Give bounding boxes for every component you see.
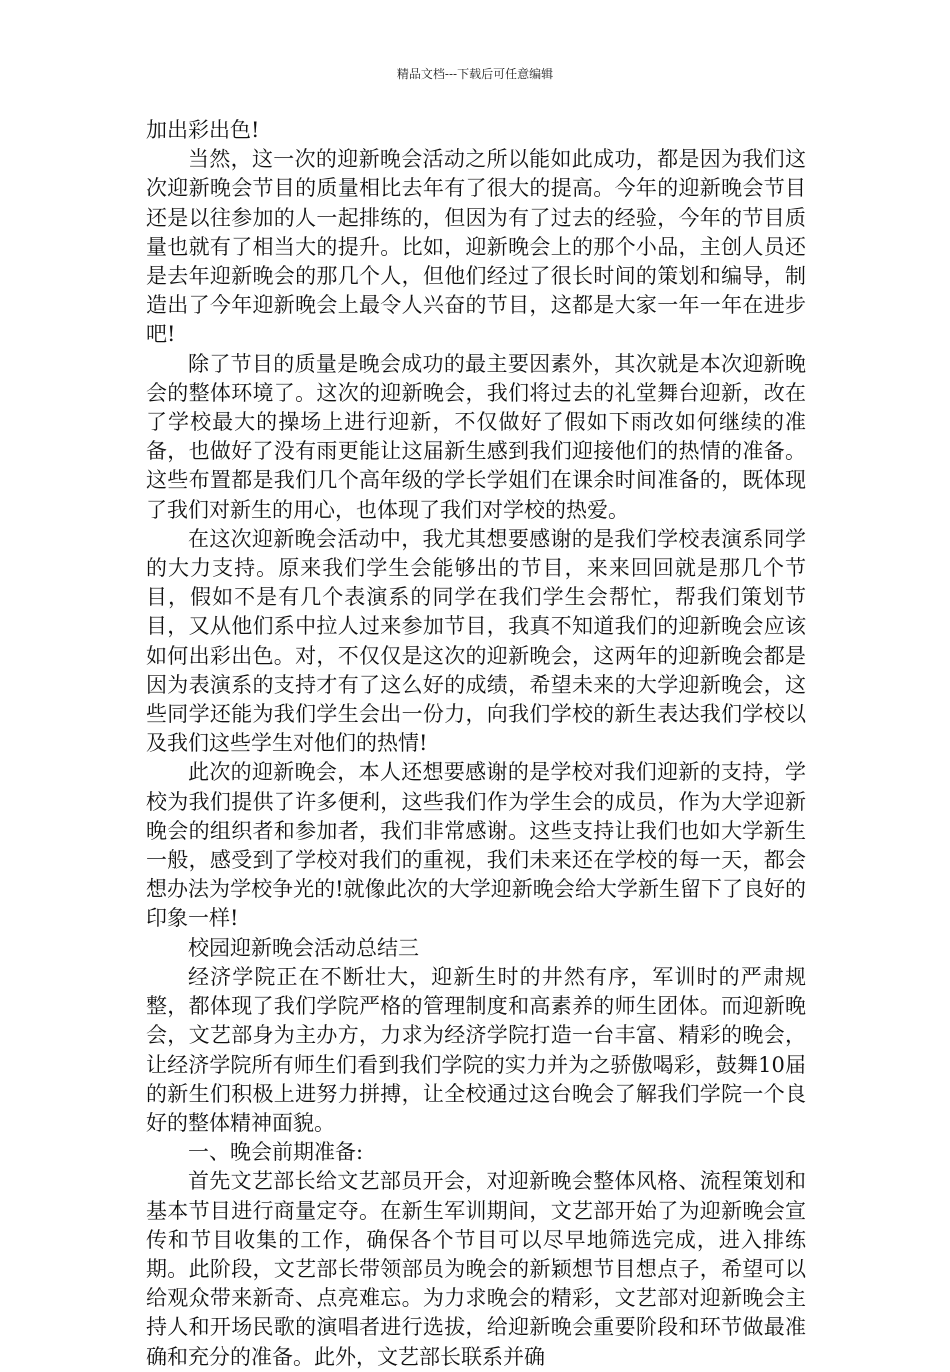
paragraph-4: 在这次迎新晚会活动中，我尤其想要感谢的是我们学校表演系同学的大力支持。原来我们学生会能够出的节目，来来回回就是那几个节目，假如不是有几个表演系的同学在我们学生会帮忙，帮我们策划节目，又从他们系中拉人过来参加节目，我真不知道我们的迎新晚会应该如何出彩出色。对，不仅仅是这次的迎新晚会，这两年的迎新晚会都是因为表演系的支持才有了这么好的成绩，希望未来的大学迎新晚会，这些同学还能为我们学生会出一份力，向我们学校的新生表达我们学校以及我们这些学生对他们的热情!: [146, 526, 806, 756]
paragraph-7: 首先文艺部长给文艺部员开会，对迎新晚会整体风格、流程策划和基本节目进行商量定夺。在新生军训期间，文艺部开始了为迎新晚会宣传和节目收集的工作，确保各个节目可以尽早地筛选完成，进入排练期。此阶段，文艺部长带领部员为晚会的新颖想节目想点子，希望可以给观众带来新奇、点亮难忘。为力求晚会的精彩，文艺部对迎新晚会主持人和开场民歌的演唱者进行选拔，给迎新晚会重要阶段和环节做最准确和充分的准备。此外，文艺部长联系并确: [146, 1169, 806, 1369]
section-title: 校园迎新晚会活动总结三: [188, 935, 419, 960]
subsection-heading: 一、晚会前期准备:: [188, 1140, 364, 1165]
paragraph-6: 经济学院正在不断壮大，迎新生时的井然有序，军训时的严肃规整，都体现了我们学院严格的管理制度和高素养的师生团体。而迎新晚会，文艺部身为主办方，力求为经济学院打造一台丰富、精彩的晚会，让经济学院所有师生们看到我们学院的实力并为之骄傲喝彩，鼓舞10届的新生们积极上进努力拼搏，让全校通过这台晚会了解我们学院一个良好的整体精神面貌。: [146, 964, 806, 1135]
document-body: [146, 116, 806, 1372]
paragraph-3: 除了节目的质量是晚会成功的最主要因素外，其次就是本次迎新晚会的整体环境了。这次的迎新晚会，我们将过去的礼堂舞台迎新，改在了学校最大的操场上进行迎新，不仅做好了假如下雨改如何继续的准备，也做好了没有雨更能让这届新生感到我们迎接他们的热情的准备。这些布置都是我们几个高年级的学长学姐们在课余时间准备的，既体现了我们对新生的用心，也体现了我们对学校的热爱。: [146, 351, 806, 522]
paragraph-1: 加出彩出色!: [146, 118, 260, 142]
page-header: 精品文档---下载后可任意编辑: [396, 67, 554, 81]
paragraph-5: 此次的迎新晚会，本人还想要感谢的是学校对我们迎新的支持，学校为我们提供了许多便利，这些我们作为学生会的成员，作为大学迎新晚会的组织者和参加者，我们非常感谢。这些支持让我们也如大学新生一般，感受到了学校对我们的重视，我们未来还在学校的每一天，都会想办法为学校争光的!就像此次的大学迎新晚会给大学新生留下了良好的印象一样!: [146, 760, 806, 931]
paragraph-2: 当然，这一次的迎新晚会活动之所以能如此成功，都是因为我们这次迎新晚会节目的质量相比去年有了很大的提高。今年的迎新晚会节目还是以往参加的人一起排练的，但因为有了过去的经验，今年的节目质量也就有了相当大的提升。比如，迎新晚会上的那个小品，主创人员还是去年迎新晚会的那几个人，但他们经过了很长时间的策划和编导，制造出了今年迎新晚会上最令人兴奋的节目，这都是大家一年一年在进步吧!: [146, 147, 806, 347]
